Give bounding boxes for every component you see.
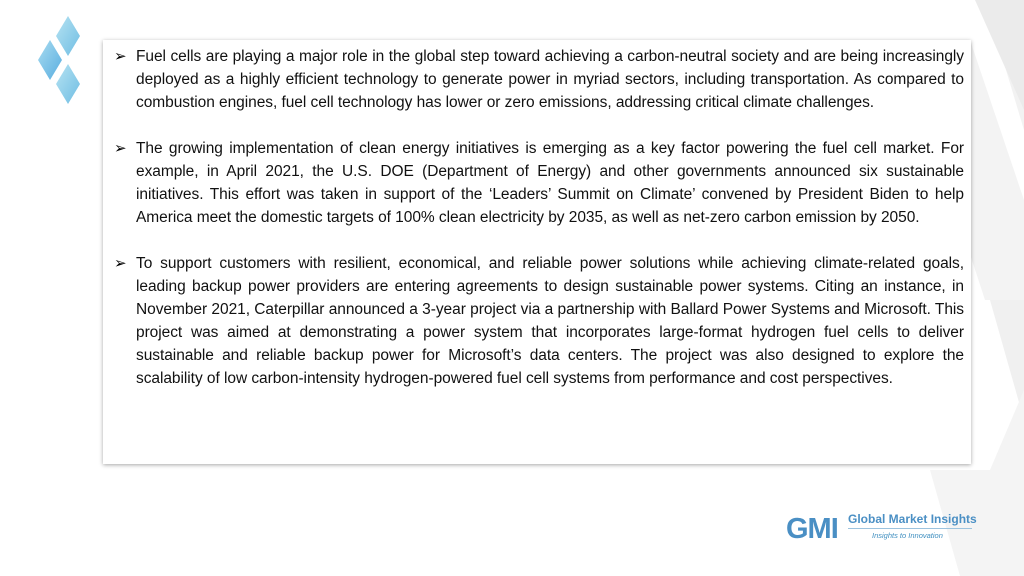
diamond-top bbox=[56, 16, 80, 56]
logo-divider bbox=[848, 528, 972, 529]
arrow-bullet-icon: ➢ bbox=[114, 255, 127, 272]
bullet-text: Fuel cells are playing a major role in the global step toward achieving a carbon-neutral society and are being increasingly deployed as a highly efficient technology to generate power in myriad sectors, including transportation. As compared to combustion engines, fuel cell technology has lower or zero emissions, addressing critical climate challenges. bbox=[136, 48, 964, 111]
bullet-text: The growing implementation of clean energy initiatives is emerging as a key factor powering the fuel cell market. For example, in April 2021, the U.S. DOE (Department of Energy) and other governments announced six sustainable initiatives. This effort was taken in support of the ‘Leaders’ Summit on Climate’ convened by President Biden to help America meet the domestic targets of 100% clean electricity by 2035, as well as net-zero carbon emission by 2050. bbox=[136, 140, 964, 226]
bullet-text: To support customers with resilient, economical, and reliable power solutions while achieving climate-related goals, leading backup power providers are entering agreements to design sustainable power systems. Citing an instance, in November 2021, Caterpillar announced a 3-year project via a partnership with Ballard Power Systems and Microsoft. This project was aimed at demonstrating a power system that incorporates large-format hydrogen fuel cells to deliver sustainable and reliable backup power for Microsoft’s data centers. The project was also designed to explore the scalability of low carbon-intensity hydrogen-powered fuel cell systems from performance and cost perspectives. bbox=[136, 255, 964, 387]
diamond-left bbox=[38, 40, 62, 80]
content-box bbox=[103, 40, 971, 464]
gmi-logo-mark-icon bbox=[786, 510, 846, 544]
bullet-item bbox=[114, 45, 964, 114]
arrow-bullet-icon: ➢ bbox=[114, 48, 127, 65]
arrow-bullet-icon: ➢ bbox=[114, 140, 127, 157]
diamond-bottom bbox=[56, 64, 80, 104]
bullet-item bbox=[114, 252, 964, 390]
logo-company-name: Global Market Insights bbox=[848, 512, 977, 526]
bullet-item bbox=[114, 137, 964, 229]
svg-text:GMI: GMI bbox=[786, 513, 838, 544]
logo-tagline: Insights to Innovation bbox=[872, 531, 943, 540]
gmi-logo bbox=[786, 510, 976, 544]
diamond-decoration bbox=[38, 16, 82, 108]
